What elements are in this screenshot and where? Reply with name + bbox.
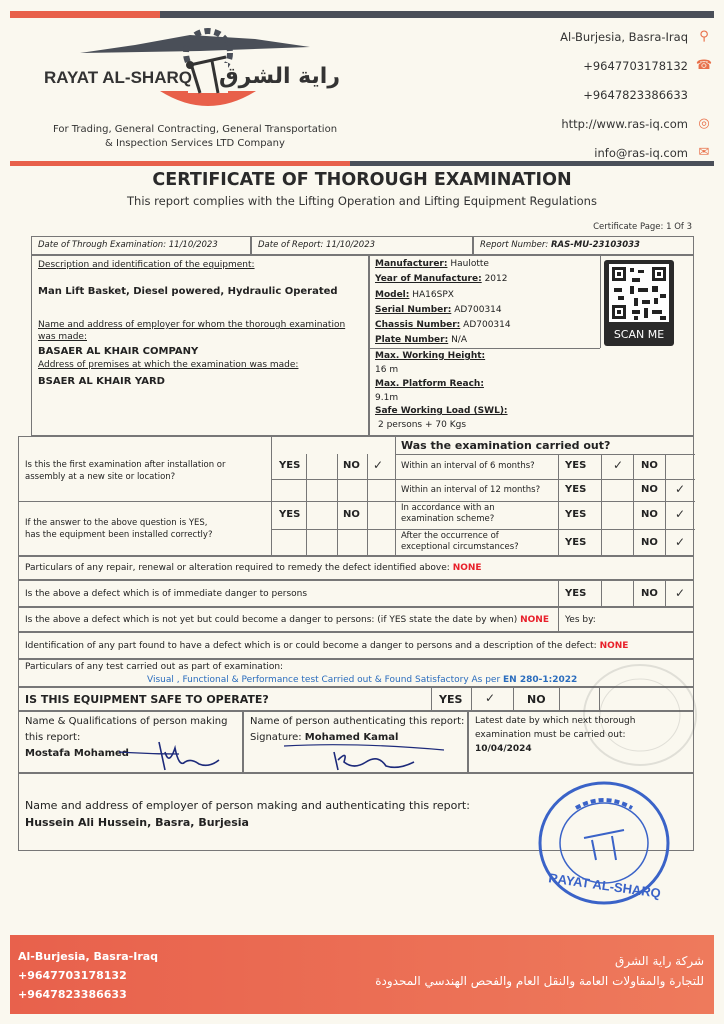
test-standard: EN 280-1:2022	[503, 675, 578, 685]
first-exam-yes[interactable]: YES	[279, 460, 301, 471]
footer-arabic-line-1: شركة راية الشرق	[615, 954, 704, 968]
equipment-description-cell	[31, 255, 369, 436]
premises-label: Address of premises at which the examination was made:	[38, 360, 299, 370]
certificate-subtitle: This report complies with the Lifting Operation and Lifting Equipment Regulations	[127, 194, 597, 208]
employer-label-2: was made:	[38, 332, 87, 342]
contact-email[interactable]: info@ras-iq.com ✉	[472, 138, 712, 167]
reach-value: 9.1m	[375, 393, 399, 403]
exceptional-yes[interactable]: YES	[565, 537, 587, 548]
report-employer-value: Hussein Ali Hussein, Basra, Burjesia	[25, 816, 249, 829]
contact-phone-2: +9647823386633	[583, 87, 688, 102]
qr-code[interactable]	[604, 260, 674, 346]
scan-me-label: SCAN ME	[613, 328, 665, 341]
immediate-danger-row	[18, 580, 694, 607]
phone-icon: ☎	[695, 58, 713, 73]
future-danger-label: Is the above a defect which is not yet but could become a danger to persons: (if YES state the date by when)	[25, 615, 521, 625]
interval-6-yes[interactable]: YES	[565, 460, 587, 471]
exceptional-no-check: ✓	[675, 535, 686, 549]
test-label: Particulars of any test carried out as part of examination:	[25, 662, 284, 672]
scheme-question-line-1: In accordance with an	[401, 503, 495, 513]
exceptional-question-line-2: exceptional circumstances?	[401, 542, 519, 552]
questions-block	[18, 436, 694, 556]
exceptional-question	[401, 531, 519, 553]
scheme-no-check: ✓	[675, 507, 686, 521]
installed-question-line-1: If the answer to the above question is YES,	[25, 518, 208, 528]
yes-by-label: Yes by:	[565, 615, 596, 625]
safe-yes-check: ✓	[485, 691, 496, 705]
contact-address: Al-Burjesia, Basra-Iraq ⚲	[472, 22, 712, 51]
scheme-question	[401, 503, 495, 525]
immediate-danger-label: Is the above a defect which is of immediate danger to persons	[25, 589, 308, 599]
company-stamp	[536, 778, 672, 908]
installed-no[interactable]: NO	[343, 509, 360, 520]
chassis-value: AD700314	[463, 320, 511, 330]
interval-12-no-check: ✓	[675, 482, 686, 496]
employer-value: BASAER AL KHAIR COMPANY	[38, 346, 199, 357]
interval-12-no[interactable]: NO	[641, 484, 658, 495]
repair-label: Particulars of any repair, renewal or alteration required to remedy the defect identified above:	[25, 563, 453, 573]
plate-label: Plate Number:	[375, 335, 449, 345]
faint-stamp	[580, 660, 700, 770]
footer-arabic-name	[375, 951, 704, 991]
footer-arabic-line-2: للتجارة والمقاولات العامة والنقل العام والفحص الهندسي المحدودة	[375, 974, 704, 988]
height-label: Max. Working Height:	[375, 351, 486, 361]
year-label: Year of Manufacture:	[375, 274, 482, 284]
safe-no[interactable]: NO	[527, 693, 546, 706]
employer-label-1: Name and address of employer for whom the thorough examination	[38, 320, 346, 330]
footer-phone-1: +9647703178132	[18, 969, 127, 982]
identification-value: NONE	[599, 641, 629, 651]
repair-value: NONE	[452, 563, 482, 573]
exam-date: Date of Through Examination: 11/10/2023	[38, 240, 218, 250]
first-exam-no[interactable]: NO	[343, 460, 360, 471]
first-exam-no-check: ✓	[373, 458, 384, 472]
exam-date-cell	[31, 236, 251, 255]
premises-value: BSAER AL KHAIR YARD	[38, 376, 165, 387]
footer-address: Al-Burjesia, Basra-Iraq	[18, 950, 159, 963]
manufacturer-value: Haulotte	[450, 259, 489, 269]
immediate-yes[interactable]: YES	[565, 588, 587, 599]
stamp-text: RAYAT AL-SHARQ	[547, 870, 662, 901]
maker-cell	[18, 711, 243, 773]
equipment-desc-value: Man Lift Basket, Diesel powered, Hydraulic Operated	[38, 286, 338, 297]
footer-bar	[10, 935, 714, 1014]
reach-label: Max. Platform Reach:	[375, 379, 484, 389]
report-number-cell	[473, 236, 694, 255]
location-pin-icon: ⚲	[699, 29, 709, 44]
contact-list	[472, 22, 712, 167]
tagline-line-2: & Inspection Services LTD Company	[105, 138, 285, 149]
repair-row	[18, 556, 694, 580]
immediate-no[interactable]: NO	[641, 588, 658, 599]
report-number-label: Report Number:	[480, 240, 551, 250]
interval-6-question: Within an interval of 6 months?	[401, 461, 535, 471]
swl-label: Safe Working Load (SWL):	[375, 406, 508, 416]
exceptional-question-line-1: After the occurrence of	[401, 531, 499, 541]
scheme-no[interactable]: NO	[641, 509, 658, 520]
qr-code-icon	[604, 260, 674, 326]
installed-yes[interactable]: YES	[279, 509, 301, 520]
future-danger-row	[18, 607, 694, 632]
identification-label: Identification of any part found to have a defect which is or could become a danger to persons and a description of the defect:	[25, 641, 600, 651]
model-label: Model:	[375, 290, 410, 300]
report-date: Date of Report: 11/10/2023	[258, 240, 376, 250]
year-value: 2012	[484, 274, 508, 284]
future-danger-value: NONE	[520, 615, 549, 625]
contact-website[interactable]: http://www.ras-iq.com ◎	[472, 109, 712, 138]
header-divider	[10, 161, 714, 166]
maker-name: Mostafa Mohamed	[25, 748, 129, 759]
authenticator-cell	[243, 711, 468, 773]
mail-icon: ✉	[698, 145, 710, 160]
footer-contacts	[18, 947, 158, 1004]
carried-out-title: Was the examination carried out?	[401, 439, 611, 452]
immediate-no-check: ✓	[675, 586, 686, 600]
interval-12-question: Within an interval of 12 months?	[401, 485, 541, 495]
scheme-yes[interactable]: YES	[565, 509, 587, 520]
equipment-specs-cell	[369, 255, 694, 436]
safe-question: IS THIS EQUIPMENT SAFE TO OPERATE?	[25, 693, 269, 706]
authenticator-name: Mohamed Kamal	[304, 732, 399, 743]
equipment-desc-label: Description and identification of the equipment:	[38, 260, 255, 270]
next-exam-label-1: Latest date by which next thorough	[475, 716, 636, 726]
company-tagline	[20, 123, 370, 151]
installed-question-line-2: has the equipment been installed correctly?	[25, 530, 213, 540]
company-logo	[40, 25, 350, 120]
serial-value: AD700314	[454, 305, 502, 315]
plate-value: N/A	[451, 335, 467, 345]
report-number: RAS-MU-23103033	[550, 240, 640, 250]
scheme-question-line-2: examination scheme?	[401, 514, 495, 524]
interval-6-no[interactable]: NO	[641, 460, 658, 471]
report-date-cell	[251, 236, 473, 255]
swl-value: 2 persons + 70 Kgs	[378, 420, 467, 430]
identification-row	[18, 632, 694, 659]
maker-signature	[119, 738, 229, 774]
brand-name-ar: راية الشرق	[218, 64, 340, 89]
report-employer-label: Name and address of employer of person making and authenticating this report:	[25, 799, 470, 812]
authenticator-signature	[274, 740, 444, 774]
signature-label: Signature:	[250, 732, 305, 743]
installed-correctly-question	[25, 517, 212, 541]
manufacturer-label: Manufacturer:	[375, 259, 448, 269]
globe-icon: ◎	[698, 116, 710, 131]
first-exam-question: Is this the first examination after installation or assembly at a new site or location?	[25, 460, 226, 482]
model-value: HA16SPX	[412, 290, 454, 300]
test-value: Visual , Functional & Performance test Carried out & Found Satisfactory As per	[147, 675, 504, 685]
height-value: 16 m	[375, 365, 399, 375]
brand-name-en: RAYAT AL-SHARQ	[44, 68, 192, 87]
interval-12-yes[interactable]: YES	[565, 484, 587, 495]
tagline-line-1: For Trading, General Contracting, General Transportation	[52, 124, 338, 135]
chassis-label: Chassis Number:	[375, 320, 461, 330]
exceptional-no[interactable]: NO	[641, 537, 658, 548]
next-exam-date: 10/04/2024	[475, 744, 532, 754]
serial-label: Serial Number:	[375, 305, 452, 315]
footer-phone-2: +9647823386633	[18, 988, 127, 1001]
safe-yes[interactable]: YES	[439, 693, 463, 706]
contact-phone-1: +9647703178132 ☎	[583, 58, 713, 73]
top-bar	[10, 11, 714, 18]
next-exam-label-2: examination must be carried out:	[475, 730, 626, 740]
maker-label-2: this report:	[25, 732, 81, 743]
interval-6-yes-check: ✓	[613, 458, 624, 472]
certificate-page-number: Certificate Page: 1 Of 3	[593, 222, 692, 232]
certificate-title: CERTIFICATE OF THOROUGH EXAMINATION	[152, 170, 572, 190]
maker-label-1: Name & Qualifications of person making	[25, 716, 228, 727]
authenticator-label: Name of person authenticating this report:	[250, 716, 465, 727]
